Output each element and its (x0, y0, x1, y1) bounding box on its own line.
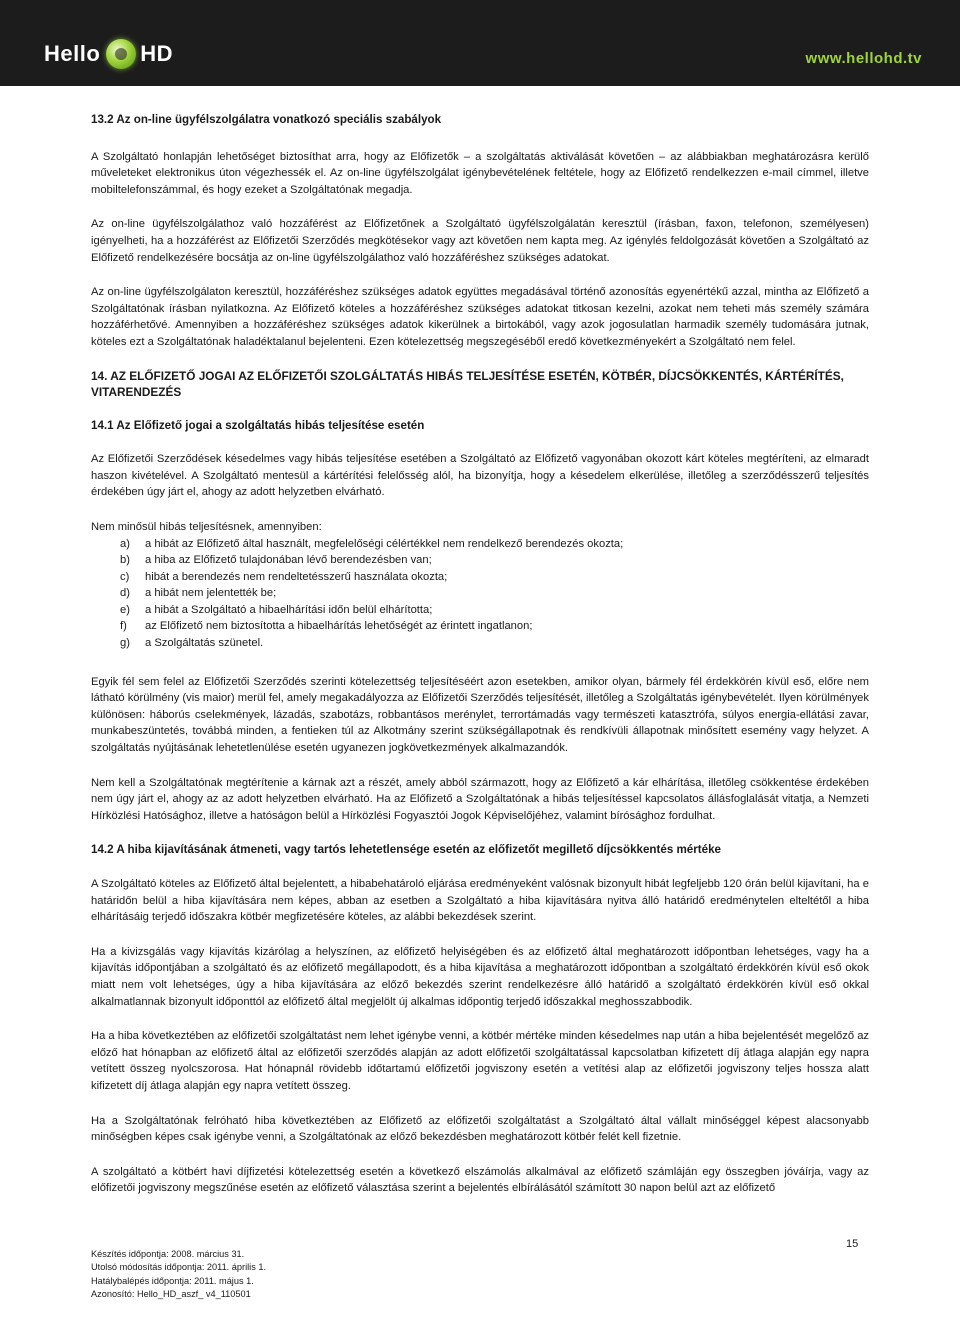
document-body (91, 112, 869, 1197)
list-intro: Nem minősül hibás teljesítésnek, amennyiben: (91, 520, 322, 533)
footer-modified: Utolsó módosítás időpontja: 2011. április 1. (91, 1262, 267, 1273)
list-item: f) az Előfizető nem biztosította a hibaelhárítás lehetőségét az érintett ingatlanon; (120, 620, 533, 633)
paragraph: Az on-line ügyfélszolgálaton keresztül, hozzáféréshez szükséges adatok együttes megadásával történő azonosítás egyenértékű azzal, mintha az Előfizető a Szolgáltatónak írásban nyilatkozna. Az Előfizető köteles a hozzáféréshez szükséges adatokat titkosan kezelni, azokat nem teheti más személy számára hozzáférhetővé. Amennyiben a hozzáféréshez szükséges adatok kikerülnek a birtokából, vagy azok jogosulatlan harmadik személy tudomására jutnak, köteles ezt a Szolgáltatónak haladéktalanul bejelenteni. Ezen kötelezettség megszegéséből eredő következményekért a Szolgáltató nem felel. (91, 286, 869, 348)
paragraph: Ha a hiba következtében az előfizetői szolgáltatást nem lehet igénybe venni, a kötbér mértéke minden késedelmes nap után a hiba bejelentését megelőző az előző hat hónapban az előfizető által az előfizetői szerződés alapján az adott előfizetői szolgáltatással kapcsolatban kifizetett díj átlaga alapján egy napra vetített összeg nyolcszorosa. Hat hónapnál rövidebb időtartamú előfizetői jogviszony esetén a vetítési alap az előfizetői jogviszony teljes hossza alatt kifizetett díj átlaga alapján egy napra vetített összeg. (91, 1030, 870, 1092)
paragraph: A Szolgáltató honlapján lehetőséget biztosíthat arra, hogy az Előfizetők – a szolgáltatás aktiválását követően – az alábbiakban meghatározásra kerülő műveleteket elektronikus úton végezhessék el. Az on-line ügyfélszolgálat igénybevételének feltétele, hogy az Előfizető rendelkezzen e-mail címmel, illetve mobiltelefonszámmal, és hogy ezeket a Szolgáltatónak megadja. (91, 150, 869, 196)
list-item: e) a hibát a Szolgáltató a hibaelhárítási időn belül elhárította; (120, 603, 433, 616)
page-number: 15 (846, 1238, 859, 1250)
section-14-title: 14. AZ ELŐFIZETŐ JOGAI AZ ELŐFIZETŐI SZOLGÁLTATÁS HIBÁS TELJESÍTÉSE ESETÉN, KÖTBÉR, DÍJCSÖKKENTÉS, KÁRTÉRÍTÉS, VITARENDEZÉS (91, 368, 844, 399)
paragraph: Az on-line ügyfélszolgálathoz való hozzáférést az Előfizetőnek a Szolgáltató ügyfélszolgálatán keresztül (írásban, faxon, telefonon, személyesen) igényelheti, ha a hozzáférést az Előfizetői Szerződés megkötésekor vagy azt követően nem kapta meg. Az igénylés feldolgozását követően a Szolgáltató az Előfizető rendelkezésére bocsátja az on-line ügyfélszolgálathoz való hozzáféréshez szükséges adatokat. (91, 218, 869, 264)
paragraph: Ha a Szolgáltatónak felróható hiba következtében az Előfizető az előfizetői szolgáltatást a Szolgáltató által vállalt minőséggel képest alacsonyabb minőségben képes csak igénybe venni, a Szolgáltatónak az előző bekezdésben meghatározott kötbér felét kell fizetnie. (91, 1114, 869, 1144)
list-item: g) a Szolgáltatás szünetel. (120, 637, 264, 650)
document-footer (91, 1248, 266, 1301)
site-url: www.hellohd.tv (805, 50, 922, 67)
footer-identifier: Azonosító: Hello_HD_aszf_ v4_110501 (91, 1288, 251, 1299)
paragraph: Egyik fél sem felel az Előfizetői Szerződés szerinti kötelezettség teljesítéséért azon esetekben, amikor olyan, bármely fél érdekkörén kívül eső, előre nem látható körülmény (vis maior) merül fel, amely megakadályozza az Előfizetői Szerződés teljesítését, illetőleg a Szolgáltatás igénybevételét. Ilyen körülmények különösen: háborús cselekmények, lázadás, szabotázs, robbantásos merénylet, terrortámadás vagy természeti katasztrófa, súlyos energia-ellátási zavar, munkabeszüntetés, továbbá minden, a fentieken túl az Alkotmány szerint szükségállapotnak és rendkívüli állapotnak minősített esemény vagy helyzet. A szolgáltatás nyújtásának lehetetlenülése esetén ugyanezen jogkövetkezmények alkalmazandók. (91, 675, 869, 755)
footer-effective: Hatálybalépés időpontja: 2011. május 1. (91, 1275, 254, 1286)
section-14-2-title: 14.2 A hiba kijavításának átmeneti, vagy tartós lehetetlensége esetén az előfizetőt megillető díjcsökkentés mértéke (91, 843, 721, 857)
list-item: b) a hiba az Előfizető tulajdonában lévő berendezésben van; (120, 554, 432, 567)
paragraph: Nem kell a Szolgáltatónak megtérítenie a kárnak azt a részét, amely abból származott, hogy az Előfizető a kár elhárítása, illetőleg csökkentése érdekében nem úgy járt el, ahogy az az adott helyzetben elvárható. Ha az Előfizető a Szolgáltatónak a hibás teljesítéssel kapcsolatos állásfoglalását vitatja, a Nemzeti Hírközlési Hatósághoz, illetve a hatóságon belül a Hírközlési Fogyasztói Jogok Képviselőjéhez, valamint bírósághoz fordulhat. (91, 776, 869, 822)
footer-created: Készítés időpontja: 2008. március 31. (91, 1249, 245, 1259)
section-13-2-title: 13.2 Az on-line ügyfélszolgálatra vonatkozó speciális szabályok (91, 113, 442, 126)
paragraph: Az Előfizetői Szerződések késedelmes vagy hibás teljesítése esetében a Szolgáltató az Előfizető vagyonában okozott kárt köteles megtéríteni, az elmaradt haszon kivételével. A Szolgáltató mentesül a kártérítési felelősség alól, ha bizonyítja, hogy a késedelem elkerülése, illetőleg a szerződésszerű teljesítés érdekében úgy járt el, ahogy az adott helyzetben elvárható. (91, 453, 869, 499)
paragraph: Ha a kivizsgálás vagy kijavítás kizárólag a helyszínen, az előfizető helyiségében és az előfizető által meghatározott időpontban lehetséges, vagy ha a kijavítás időpontjában a szolgáltató és az előfizető megállapodott, és a hiba kijavítása a meghatározott időpontban a szolgáltató érdekkörén kívül eső okok miatt nem volt lehetséges, úgy a hiba kijavítására az előző bekezdés szerint rendelkezésre álló határidő a szolgáltató érdekkörén kívül eső okkal alkalmatlannak bizonyult időponttól az előfizető által megjelölt új alkalmas időpontig terjedő időszakkal meghosszabbodik. (91, 945, 869, 1008)
logo-text-hello: Hello (44, 41, 101, 66)
hellohd-logo (44, 36, 173, 72)
page-header (0, 0, 960, 86)
paragraph: A szolgáltató a kötbért havi díjfizetési kötelezettség esetén a következő elszámolás alkalmával az előfizető számláján egy összegben jóváírja, vagy az előfizetői jogviszony megszűnése esetén az előfizető választása szerint a bejelentés elbírálásától számított 30 napon belül azt az előfizető (91, 1165, 869, 1195)
section-14-1-title: 14.1 Az Előfizető jogai a szolgáltatás hibás teljesítése esetén (91, 418, 425, 432)
list-item: c) hibát a berendezés nem rendeltetésszerű használata okozta; (120, 570, 448, 583)
exclusion-list (91, 536, 869, 652)
paragraph: A Szolgáltató köteles az Előfizető által bejelentett, a hibabehatároló eljárása eredményeként valósnak bizonyult hibát legfeljebb 120 órán belül kijavítani, ha e határidőn belül a hiba kijavítására nem képes, abban az esetben a Szolgáltató a hiba kijavítására nyitva álló határidő eredménytelen elteltétől a hiba elhárításáig terjedő időszakra kötbér megfizetésére köteles, az alábbi bekezdések szerint. (91, 878, 869, 924)
list-item: d) a hibát nem jelentették be; (120, 587, 277, 600)
list-item: a) a hibát az Előfizető által használt, megfelelőségi célértékkel nem rendelkező berendezés okozta; (120, 537, 624, 550)
logo-ball-icon (106, 39, 136, 69)
logo-text-hd: HD (140, 41, 174, 66)
